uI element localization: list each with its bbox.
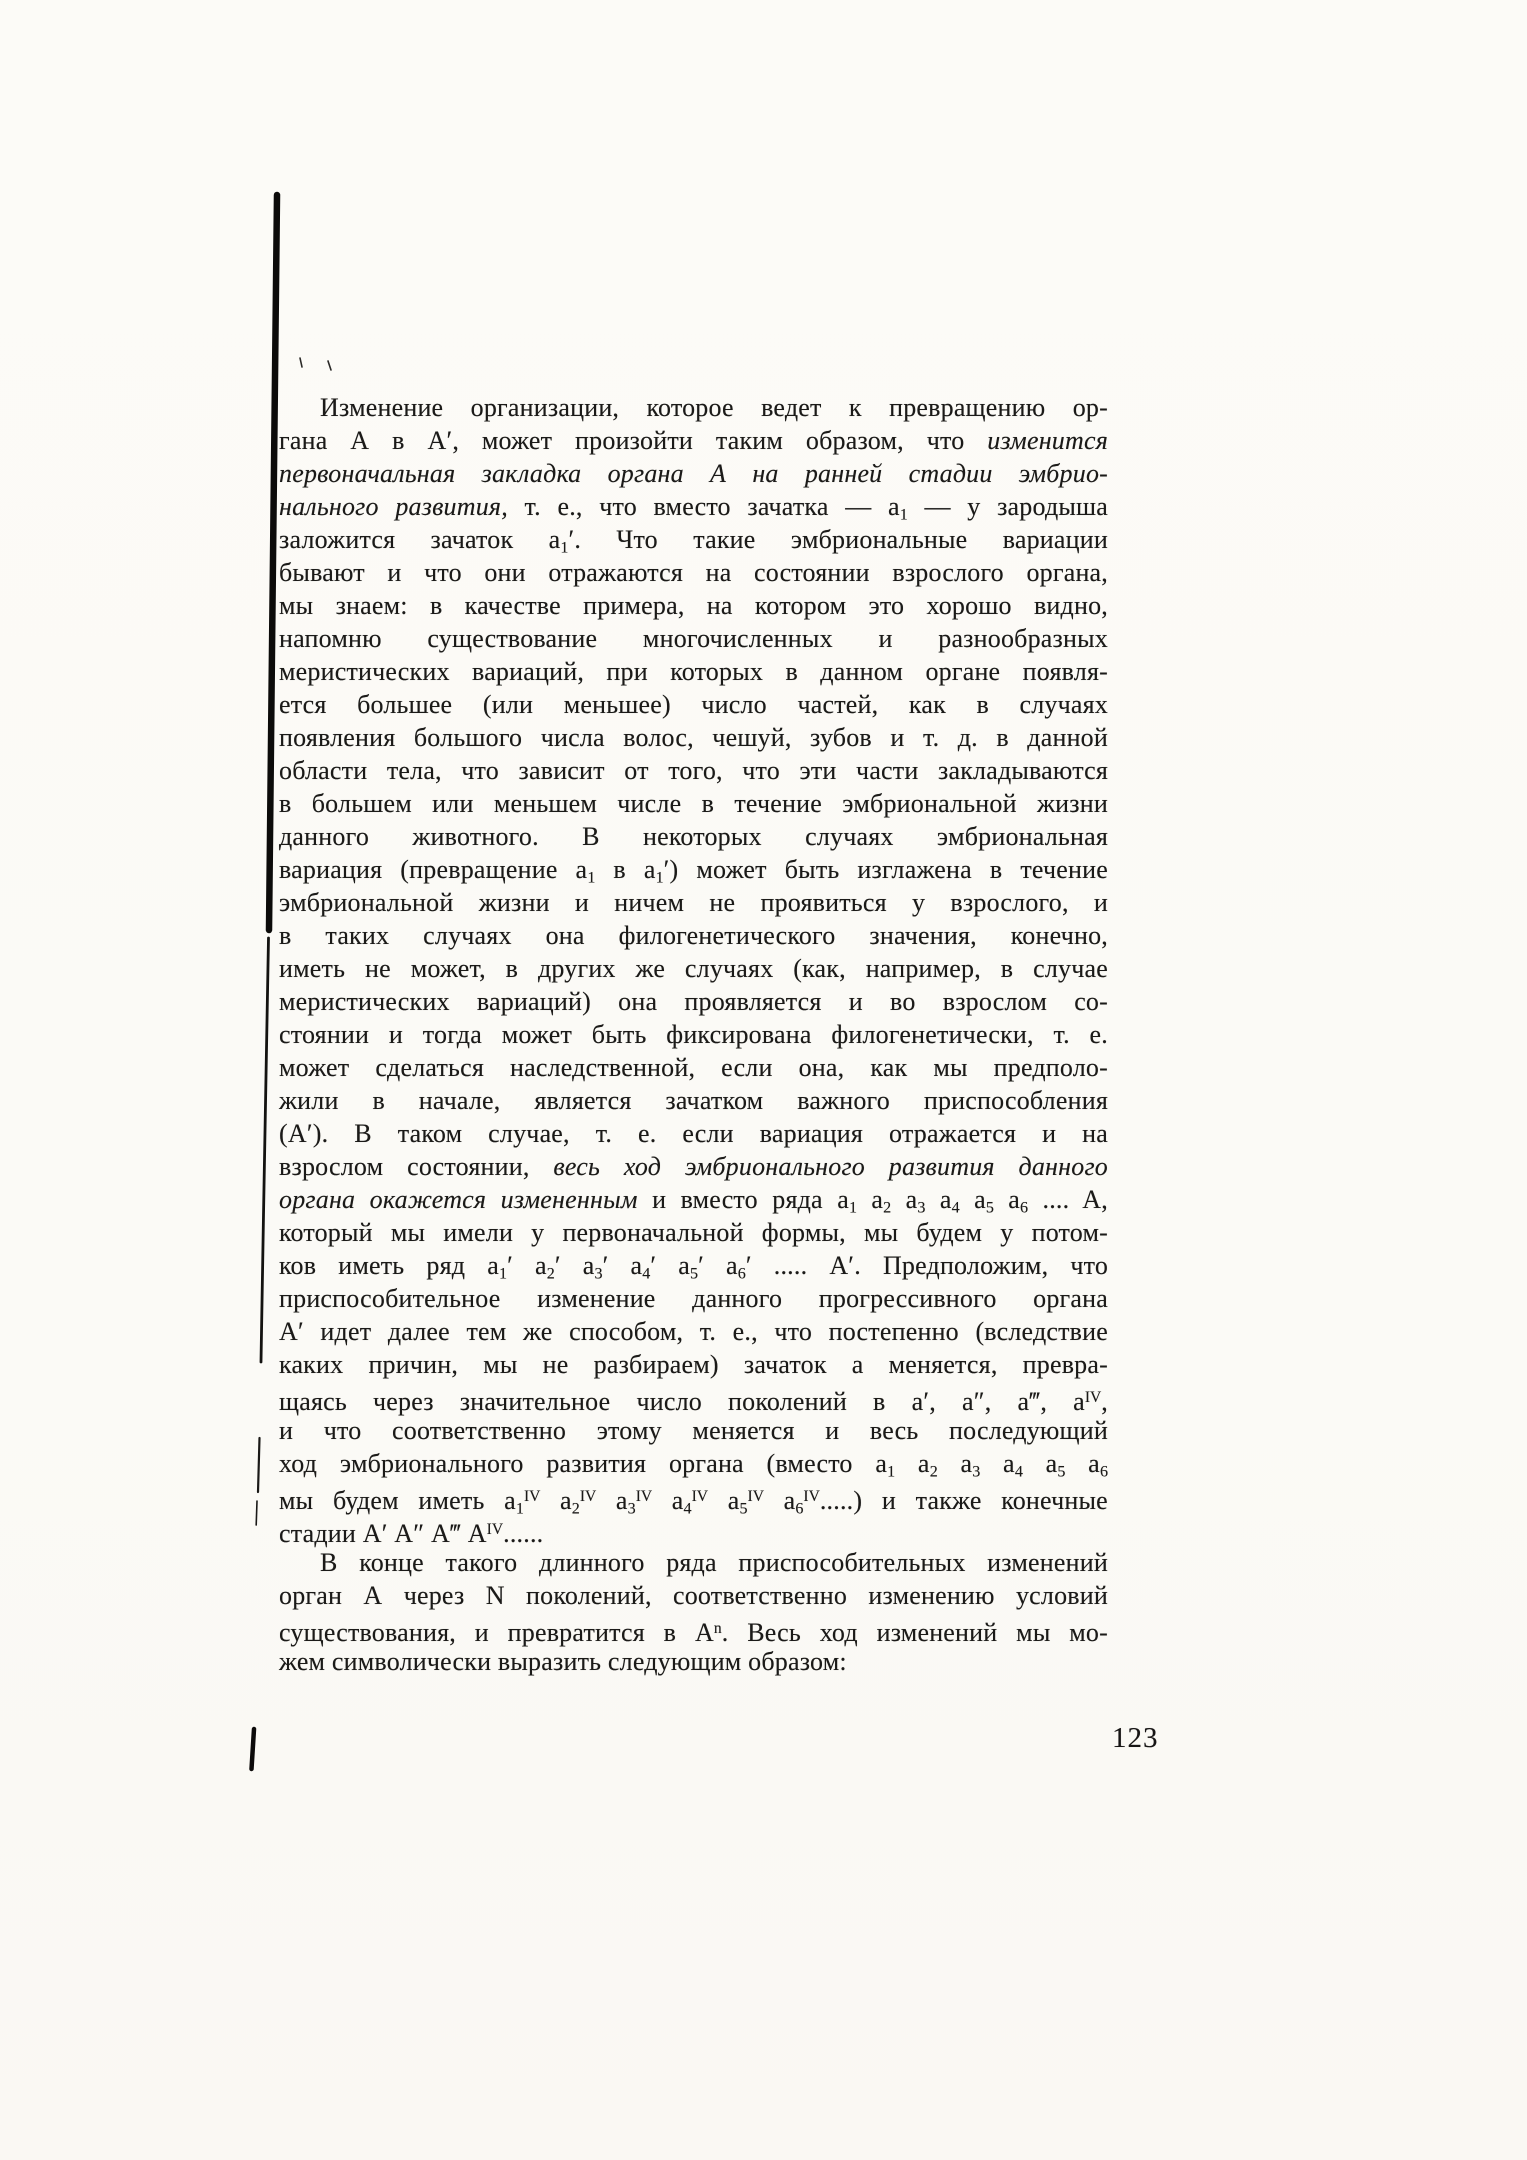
text-line: ется большее (или меньшее) число частей, как в случаях bbox=[279, 690, 1108, 719]
text-line: (А′). В таком случае, т. е. если вариация отражается и на bbox=[279, 1119, 1108, 1148]
text-line: орган А через N поколений, соответственно изменению условий bbox=[279, 1581, 1108, 1610]
text-line: напомню существование многочисленных и разнообразных bbox=[279, 624, 1108, 653]
text-line: ков иметь ряд a1′ a2′ a3′ a4′ a5′ a6′ ..... А′. Предположим, что bbox=[279, 1251, 1109, 1283]
text-line: органа окажется измененным и вместо ряда a1 a2 a3 a4 a5 a6 .... A, bbox=[279, 1185, 1108, 1217]
text-line: жили в начале, является зачатком важного приспособления bbox=[279, 1086, 1108, 1115]
text-line: бывают и что они отражаются на состоянии взрослого органа, bbox=[279, 558, 1108, 587]
text-line: мы будем иметь $a1^{IV}$ $a2^{IV}$ $a3^{IV}$ $a4^{IV}$ $a5^{IV}$ $a6^{IV}$.....) и также конечные bbox=[279, 1486, 1108, 1518]
text-line: ход эмбрионального развития органа (вместо a1 a2 a3 a4 a5 a6 bbox=[279, 1449, 1108, 1481]
text-line: эмбриональной жизни и ничем не проявиться у взрослого, и bbox=[279, 888, 1108, 917]
text-line: нального развития, т. е., что вместо зачатка — a1 — у зародыша bbox=[279, 492, 1108, 524]
text-line: меристических вариаций) она проявляется и во взрослом со- bbox=[279, 987, 1108, 1016]
text-line: приспособительное изменение данного прогрессивного органа bbox=[279, 1284, 1108, 1313]
text-line: появления большого числа волос, чешуй, зубов и т. д. в данной bbox=[279, 723, 1108, 752]
text-line: в большем или меньшем числе в течение эмбриональной жизни bbox=[279, 789, 1108, 818]
text-line: данного животного. В некоторых случаях эмбриональная bbox=[279, 822, 1108, 851]
text-line: области тела, что зависит от того, что эти части закладываются bbox=[279, 756, 1108, 785]
text-line: стоянии и тогда может быть фиксирована филогенетически, т. е. bbox=[279, 1020, 1108, 1049]
text-line: стадии А′ А″ А‴ $А^{IV}$...... bbox=[279, 1519, 544, 1549]
text-line: меристических вариаций, при которых в данном органе появля- bbox=[279, 657, 1108, 686]
page-number: 123 bbox=[1112, 1722, 1159, 1754]
text-line: жем символически выразить следующим образом: bbox=[279, 1647, 847, 1676]
text-line: каких причин, мы не разбираем) зачаток a меняется, превра- bbox=[279, 1350, 1108, 1379]
text-line: щаясь через значительное число поколений в a′, a″, a‴, $a^{IV}$, bbox=[279, 1387, 1108, 1417]
text-line: вариация (превращение a1 в a1′) может быть изглажена в течение bbox=[279, 855, 1108, 887]
text-line: который мы имели у первоначальной формы, мы будем у потом- bbox=[279, 1218, 1108, 1247]
text-line: взрослом состоянии, весь ход эмбрионального развития данного bbox=[279, 1152, 1109, 1181]
text-line: В конце такого длинного ряда приспособительных изменений bbox=[320, 1548, 1108, 1577]
text-line: А′ идет далее тем же способом, т. е., что постепенно (вследствие bbox=[279, 1317, 1108, 1346]
text-line: и что соответственно этому меняется и весь последующий bbox=[279, 1416, 1108, 1445]
text-line: в таких случаях она филогенетического значения, конечно, bbox=[279, 921, 1108, 950]
text-line: может сделаться наследственной, если она, как мы предполо- bbox=[279, 1053, 1108, 1082]
text-line: заложится зачаток a1′. Что такие эмбриональные вариации bbox=[279, 525, 1108, 557]
text-line: гана А в А′, может произойти таким образом, что изменится bbox=[279, 426, 1108, 455]
body-text bbox=[279, 391, 1108, 1678]
text-line: иметь не может, в других же случаях (как, например, в случае bbox=[279, 954, 1108, 983]
text-line: Изменение организации, которое ведет к превращению ор- bbox=[320, 393, 1108, 422]
text-line: первоначальная закладка органа А на ранней стадии эмбрио- bbox=[279, 459, 1108, 488]
text-line: существования, и превратится в $А^n$. Весь ход изменений мы мо- bbox=[279, 1618, 1108, 1648]
text-line: мы знаем: в качестве примера, на котором это хорошо видно, bbox=[279, 591, 1108, 620]
